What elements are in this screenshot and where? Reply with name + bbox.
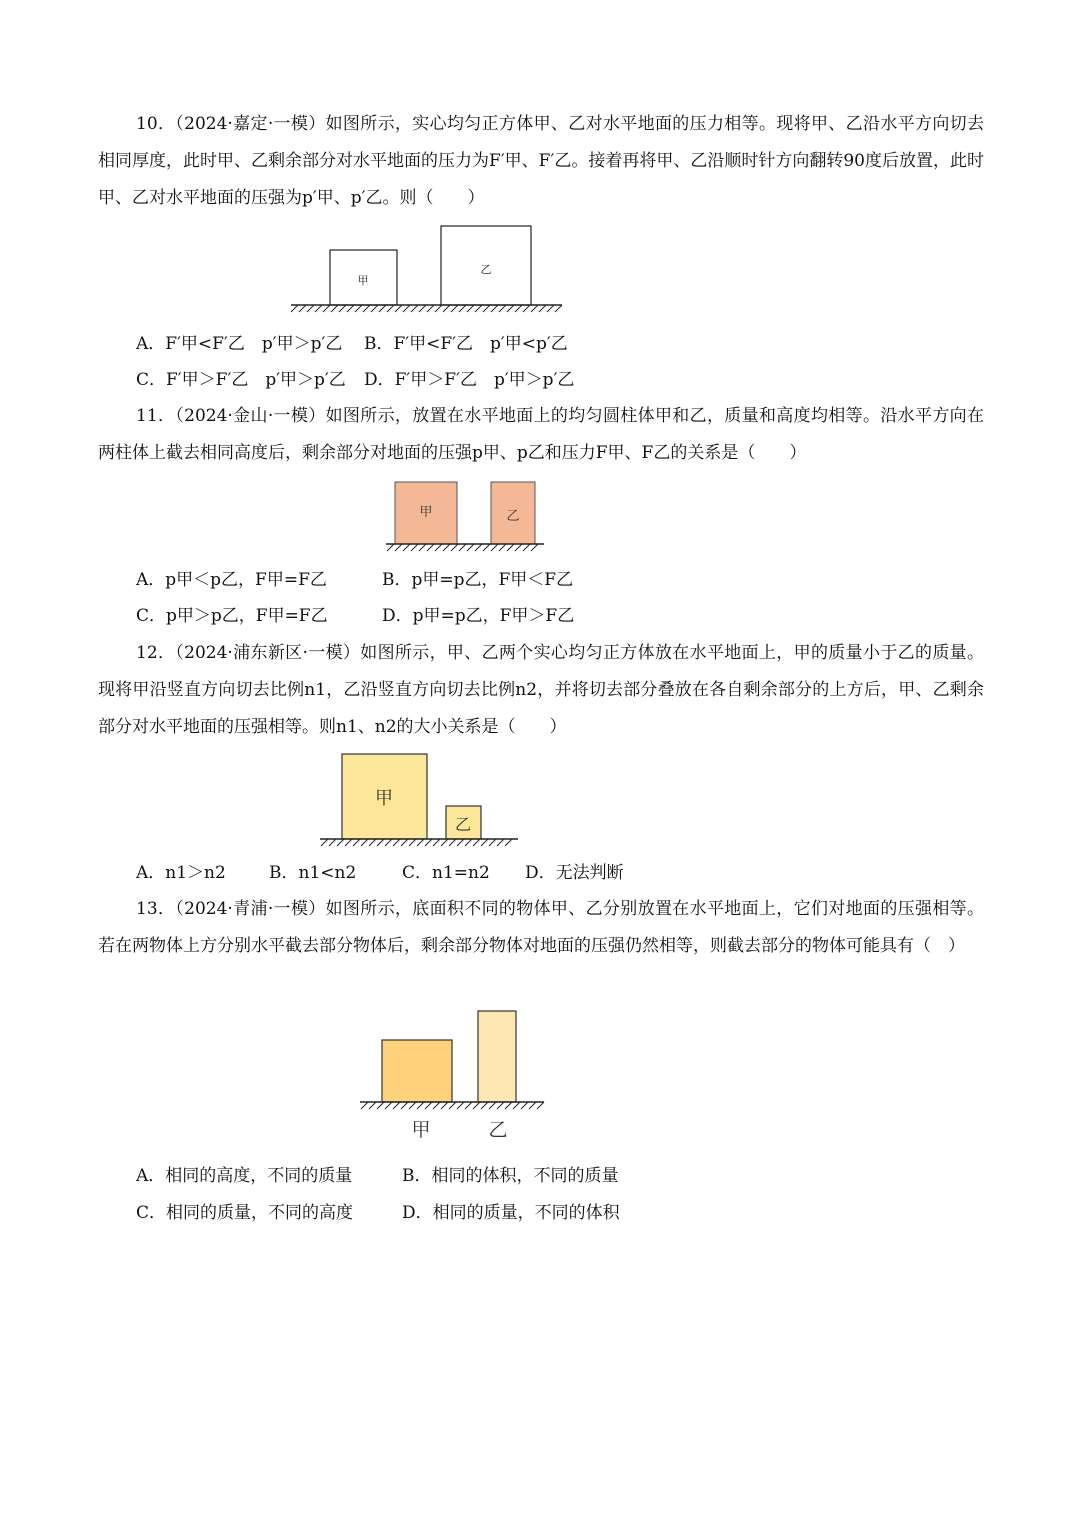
ground-hatch-line — [403, 305, 410, 312]
q13-label-yi: 乙 — [488, 1119, 508, 1141]
ground-hatch-line — [539, 305, 546, 312]
ground-hatch-line — [403, 544, 410, 551]
ground-hatch-line — [505, 1102, 512, 1109]
q12-option-b[interactable]: B．n1<n2 — [269, 863, 357, 883]
ground-hatch-line — [425, 1102, 432, 1109]
q13-option-a[interactable]: A．相同的高度，不同的质量 — [136, 1166, 353, 1186]
ground-hatch-line — [489, 839, 496, 846]
ground-hatch-line — [523, 305, 530, 312]
question-10 — [98, 106, 984, 217]
ground-hatch-line — [499, 544, 506, 551]
q12-option-a[interactable]: A．n1＞n2 — [136, 863, 226, 883]
ground-hatch-line — [475, 305, 482, 312]
ground-hatch-line — [363, 305, 370, 312]
ground-hatch-line — [411, 544, 418, 551]
ground-hatch-line — [395, 305, 402, 312]
ground-hatch-line — [513, 1102, 520, 1109]
ground-hatch-line — [515, 544, 522, 551]
q10-figure — [286, 222, 566, 314]
ground-hatch-line — [465, 839, 472, 846]
ground-hatch-line — [433, 1102, 440, 1109]
ground-hatch-line — [481, 1102, 488, 1109]
q12-label-yi: 乙 — [454, 815, 472, 834]
ground-hatch-line — [555, 305, 562, 312]
ground-hatch-line — [473, 1102, 480, 1109]
q11-label-jia: 甲 — [419, 505, 433, 520]
q10-option-b[interactable]: B．F′甲<F′乙 p′甲<p′乙 — [364, 334, 568, 354]
ground-hatch-line — [467, 544, 474, 551]
q11-option-c[interactable]: C．p甲＞p乙，F甲=F乙 — [136, 606, 328, 626]
ground-hatch-line — [395, 544, 402, 551]
question-12-text: 12．（2024·浦东新区·一模）如图所示，甲、乙两个实心均匀正方体放在水平地面上，甲的质量小于乙的质量。现将甲沿竖直方向切去比例n1，乙沿竖直方向切去比例n2，并将切去部分叠放在各自剩余部分的上方后，甲、乙剩余部分对水平地面的压强相等。则n1、n2的大小关系是（ ） — [98, 643, 984, 737]
q13-option-c[interactable]: C．相同的质量，不同的高度 — [136, 1203, 354, 1223]
ground-hatch-line — [345, 839, 352, 846]
ground-hatch-line — [387, 305, 394, 312]
ground-hatch-line — [521, 1102, 528, 1109]
ground-hatch-line — [441, 839, 448, 846]
q11-label-yi: 乙 — [506, 509, 520, 524]
ground-hatch-line — [321, 839, 328, 846]
ground-hatch-line — [425, 839, 432, 846]
ground-hatch-line — [459, 544, 466, 551]
ground-hatch-line — [417, 839, 424, 846]
ground-hatch-line — [401, 1102, 408, 1109]
question-13 — [98, 891, 984, 965]
ground-hatch-line — [491, 305, 498, 312]
q13-block-jia — [382, 1040, 452, 1102]
ground-hatch-line — [433, 839, 440, 846]
q13-block-yi — [478, 1011, 516, 1102]
ground-hatch-line — [499, 305, 506, 312]
ground-hatch-line — [459, 305, 466, 312]
ground-hatch-line — [331, 305, 338, 312]
ground-hatch-line — [475, 544, 482, 551]
ground-hatch-line — [523, 544, 530, 551]
ground-hatch-line — [385, 839, 392, 846]
ground-hatch-line — [547, 305, 554, 312]
ground-hatch-line — [467, 305, 474, 312]
ground-hatch-line — [507, 305, 514, 312]
ground-hatch-line — [515, 305, 522, 312]
q12-option-d[interactable]: D．无法判断 — [525, 863, 624, 883]
q11-option-b[interactable]: B．p甲=p乙，F甲＜F乙 — [382, 570, 574, 590]
q12-option-c[interactable]: C．n1=n2 — [402, 863, 490, 883]
question-11 — [98, 398, 984, 472]
ground-hatch-line — [393, 1102, 400, 1109]
ground-hatch-line — [417, 1102, 424, 1109]
q10-option-d[interactable]: D．F′甲＞F′乙 p′甲＞p′乙 — [364, 370, 575, 390]
ground-hatch-line — [355, 305, 362, 312]
ground-hatch-line — [361, 839, 368, 846]
ground-hatch-line — [361, 1102, 368, 1109]
ground-hatch-line — [419, 305, 426, 312]
ground-hatch-line — [483, 305, 490, 312]
ground-hatch-line — [337, 839, 344, 846]
ground-hatch-line — [435, 305, 442, 312]
ground-hatch-line — [473, 839, 480, 846]
ground-hatch-line — [315, 305, 322, 312]
q12-label-jia: 甲 — [375, 788, 393, 809]
ground-hatch-line — [457, 839, 464, 846]
q12-figure — [318, 750, 522, 850]
ground-hatch-line — [465, 1102, 472, 1109]
ground-hatch-line — [307, 305, 314, 312]
q11-option-d[interactable]: D．p甲=p乙，F甲＞F乙 — [382, 606, 575, 626]
ground-hatch-line — [369, 839, 376, 846]
ground-hatch-line — [323, 305, 330, 312]
ground-hatch-line — [377, 839, 384, 846]
ground-hatch-line — [489, 1102, 496, 1109]
ground-hatch-line — [387, 544, 394, 551]
ground-hatch-line — [409, 839, 416, 846]
q10-label-yi: 乙 — [480, 263, 492, 276]
q10-label-jia: 甲 — [357, 274, 369, 287]
ground-hatch-line — [457, 1102, 464, 1109]
ground-hatch-line — [371, 305, 378, 312]
ground-hatch-line — [531, 544, 538, 551]
ground-hatch-line — [507, 544, 514, 551]
ground-hatch-line — [347, 305, 354, 312]
ground-hatch-line — [419, 544, 426, 551]
ground-hatch-line — [449, 839, 456, 846]
ground-hatch-line — [531, 305, 538, 312]
ground-hatch-line — [427, 305, 434, 312]
ground-hatch-line — [441, 1102, 448, 1109]
q11-figure — [384, 478, 546, 554]
q10-option-a[interactable]: A．F′甲<F′乙 p′甲＞p′乙 — [136, 334, 343, 354]
question-10-text: 10．（2024·嘉定·一模）如图所示，实心均匀正方体甲、乙对水平地面的压力相等。现将甲、乙沿水平方向切去相同厚度，此时甲、乙剩余部分对水平地面的压力为F′甲、F′乙。接着再将甲、乙沿顺时针方向翻转90度后放置，此时甲、乙对水平地面的压强为p′甲、p′乙。则（ ） — [98, 114, 984, 208]
ground-hatch-line — [491, 544, 498, 551]
ground-hatch-line — [435, 544, 442, 551]
ground-hatch-line — [451, 305, 458, 312]
ground-hatch-line — [409, 1102, 416, 1109]
question-11-text: 11．（2024·金山·一模）如图所示，放置在水平地面上的均匀圆柱体甲和乙，质量和高度均相等。沿水平方向在两柱体上截去相同高度后，剩余部分对地面的压强p甲、p乙和压力F甲、F乙的关系是（ ） — [98, 406, 984, 463]
ground-hatch-line — [505, 839, 512, 846]
ground-hatch-line — [427, 544, 434, 551]
ground-hatch-line — [379, 305, 386, 312]
ground-hatch-line — [529, 1102, 536, 1109]
question-12 — [98, 635, 984, 746]
q13-figure — [358, 1006, 548, 1146]
ground-hatch-line — [537, 1102, 544, 1109]
q11-option-a[interactable]: A．p甲＜p乙，F甲=F乙 — [136, 570, 327, 590]
ground-hatch-line — [449, 1102, 456, 1109]
ground-hatch-line — [443, 544, 450, 551]
ground-hatch-line — [483, 544, 490, 551]
ground-hatch-line — [291, 305, 298, 312]
question-13-text: 13．（2024·青浦·一模）如图所示，底面积不同的物体甲、乙分别放置在水平地面上，它们对地面的压强相等。若在两物体上方分别水平截去部分物体后，剩余部分物体对地面的压强仍然相等，则截去部分的物体可能具有（ ） — [98, 899, 984, 956]
ground-hatch-line — [451, 544, 458, 551]
ground-hatch-line — [339, 305, 346, 312]
ground-hatch-line — [353, 839, 360, 846]
ground-hatch-line — [481, 839, 488, 846]
ground-hatch-line — [385, 1102, 392, 1109]
q13-option-d[interactable]: D．相同的质量，不同的体积 — [402, 1203, 620, 1223]
ground-hatch-line — [497, 1102, 504, 1109]
ground-hatch-line — [393, 839, 400, 846]
ground-hatch-line — [411, 305, 418, 312]
q13-label-jia: 甲 — [411, 1119, 431, 1141]
ground-hatch-line — [401, 839, 408, 846]
ground-hatch-line — [299, 305, 306, 312]
ground-hatch-line — [377, 1102, 384, 1109]
ground-hatch-line — [329, 839, 336, 846]
ground-hatch-line — [497, 839, 504, 846]
ground-hatch-line — [443, 305, 450, 312]
ground-hatch-line — [369, 1102, 376, 1109]
q13-option-b[interactable]: B．相同的体积，不同的质量 — [402, 1166, 619, 1186]
q10-option-c[interactable]: C．F′甲＞F′乙 p′甲＞p′乙 — [136, 370, 346, 390]
